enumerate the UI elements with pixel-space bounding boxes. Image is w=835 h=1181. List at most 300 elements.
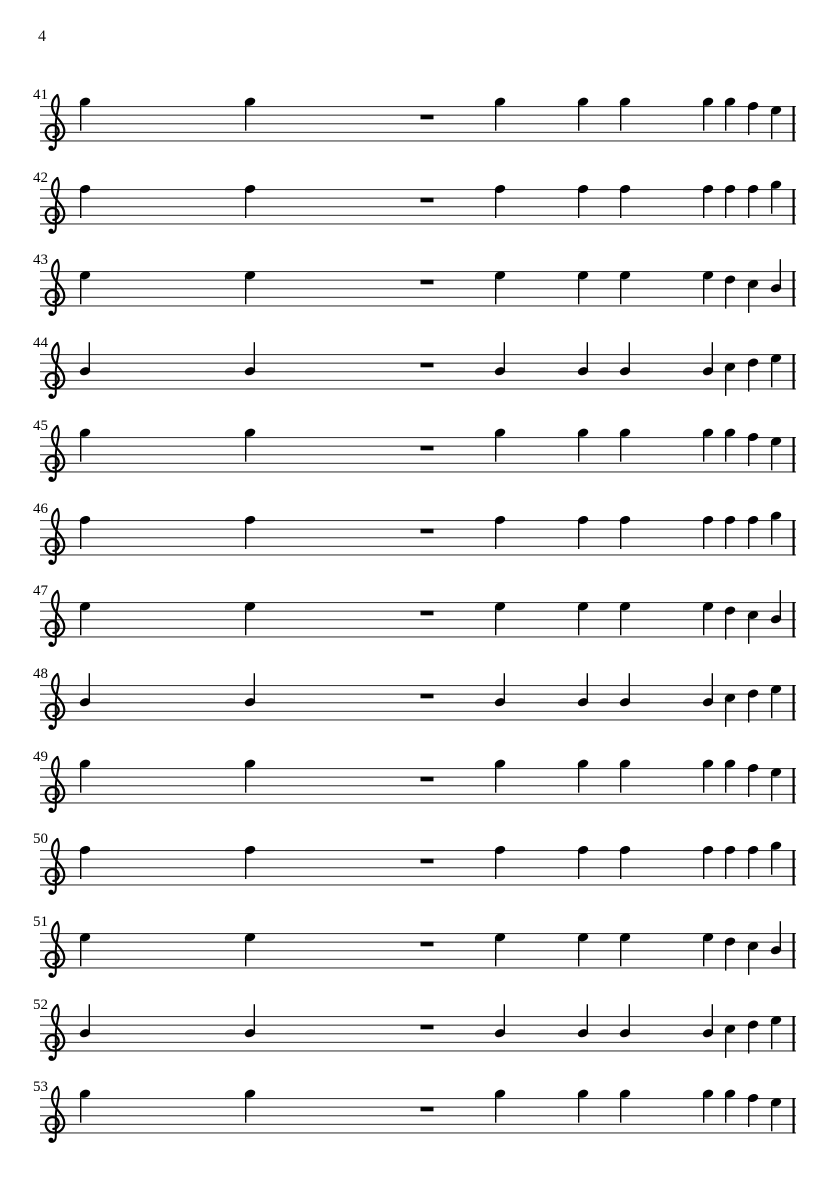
barline (793, 437, 795, 473)
note-stem (620, 277, 621, 305)
quarter-note (702, 96, 715, 130)
note-stem (703, 190, 704, 218)
measure-number: 42 (33, 169, 48, 186)
quarter-note (702, 514, 715, 548)
note-stem (504, 342, 505, 370)
quarter-note (724, 183, 737, 217)
quarter-note (770, 590, 783, 624)
measure-number: 43 (33, 252, 48, 269)
quarter-note (702, 270, 715, 304)
note-stem (771, 847, 772, 875)
quarter-note (747, 183, 760, 217)
quarter-note (747, 940, 760, 974)
quarter-note (494, 1004, 507, 1038)
note-stem (771, 1021, 772, 1049)
quarter-note (724, 1089, 737, 1123)
quarter-note (724, 605, 737, 639)
quarter-note (702, 342, 715, 376)
treble-clef-icon (46, 674, 65, 730)
note-stem (771, 359, 772, 387)
whole-rest (421, 115, 434, 120)
page-number: 4 (38, 28, 46, 45)
note-stem (748, 947, 749, 975)
treble-clef-icon (46, 591, 65, 647)
note-stem (245, 190, 246, 218)
note-stem (578, 607, 579, 635)
quarter-note (494, 514, 507, 548)
note-stem (780, 590, 781, 618)
note-stem (495, 190, 496, 218)
quarter-note (770, 841, 783, 875)
note-stem (703, 521, 704, 549)
note-stem (748, 851, 749, 879)
quarter-note (702, 673, 715, 707)
note-stem (725, 851, 726, 879)
quarter-note (770, 1097, 783, 1131)
note-stem (89, 673, 90, 701)
note-stem (578, 938, 579, 966)
whole-rest (421, 611, 434, 616)
staff-lines (40, 685, 796, 721)
note-stem (495, 607, 496, 635)
measure-number: 53 (33, 1079, 48, 1096)
staff-lines (40, 1098, 796, 1134)
note-stem (629, 673, 630, 701)
quarter-note (577, 932, 590, 966)
whole-rest (421, 280, 434, 285)
quarter-note (577, 758, 590, 792)
note-stem (495, 521, 496, 549)
note-stem (620, 851, 621, 879)
note-stem (80, 1095, 81, 1123)
note-stem (703, 607, 704, 635)
quarter-note (79, 673, 92, 707)
note-stem (703, 764, 704, 792)
measure-number: 52 (33, 996, 48, 1013)
whole-rest (421, 776, 434, 781)
note-stem (703, 1095, 704, 1123)
whole-rest (421, 197, 434, 202)
note-stem (748, 694, 749, 722)
barline (793, 1016, 795, 1052)
quarter-note (494, 96, 507, 130)
staff-system-53 (28, 1072, 808, 1156)
note-stem (495, 938, 496, 966)
note-stem (712, 342, 713, 370)
quarter-note (79, 845, 92, 879)
quarter-note (244, 1004, 257, 1038)
note-stem (89, 1004, 90, 1032)
measure-number: 50 (33, 831, 48, 848)
staff-lines (40, 602, 796, 638)
measure-number: 49 (33, 748, 48, 765)
measure-number: 48 (33, 665, 48, 682)
note-stem (712, 1004, 713, 1032)
quarter-note (79, 932, 92, 966)
quarter-note (619, 845, 632, 879)
quarter-note (747, 101, 760, 135)
treble-clef-icon (46, 509, 65, 565)
note-stem (80, 433, 81, 461)
note-stem (495, 433, 496, 461)
quarter-note (619, 601, 632, 635)
note-stem (620, 938, 621, 966)
staff-system-52 (28, 990, 808, 1074)
quarter-note (619, 96, 632, 130)
quarter-note (770, 510, 783, 544)
treble-clef-icon (46, 1087, 65, 1143)
note-stem (629, 1004, 630, 1032)
note-stem (771, 1104, 772, 1132)
note-stem (254, 673, 255, 701)
quarter-note (724, 758, 737, 792)
note-stem (725, 764, 726, 792)
treble-clef-icon (46, 839, 65, 895)
quarter-note (619, 758, 632, 792)
whole-rest (421, 528, 434, 533)
note-stem (245, 433, 246, 461)
quarter-note (577, 1089, 590, 1123)
note-stem (703, 277, 704, 305)
measure-number: 51 (33, 914, 48, 930)
quarter-note (494, 758, 507, 792)
note-stem (80, 190, 81, 218)
note-stem (771, 111, 772, 139)
quarter-note (702, 932, 715, 966)
quarter-note (244, 96, 257, 130)
staff-lines (40, 1016, 796, 1052)
note-stem (245, 938, 246, 966)
quarter-note (79, 514, 92, 548)
note-stem (725, 1095, 726, 1123)
quarter-note (494, 932, 507, 966)
quarter-note (244, 845, 257, 879)
quarter-note (79, 758, 92, 792)
note-stem (725, 103, 726, 131)
note-stem (620, 190, 621, 218)
note-stem (245, 851, 246, 879)
quarter-note (494, 601, 507, 635)
treble-clef-icon (46, 178, 65, 234)
treble-clef-icon (46, 426, 65, 482)
note-stem (620, 1095, 621, 1123)
note-stem (504, 1004, 505, 1032)
quarter-note (244, 758, 257, 792)
staff-system-44 (28, 328, 808, 412)
note-stem (748, 1025, 749, 1053)
note-stem (703, 433, 704, 461)
quarter-note (577, 183, 590, 217)
quarter-note (724, 692, 737, 726)
note-stem (578, 103, 579, 131)
note-stem (780, 260, 781, 288)
barline (793, 189, 795, 225)
whole-rest (421, 445, 434, 450)
note-stem (620, 607, 621, 635)
note-stem (245, 764, 246, 792)
quarter-note (494, 427, 507, 461)
quarter-note (494, 342, 507, 376)
note-stem (629, 342, 630, 370)
quarter-note (724, 96, 737, 130)
quarter-note (619, 673, 632, 707)
note-stem (771, 516, 772, 544)
note-stem (620, 103, 621, 131)
note-stem (245, 1095, 246, 1123)
note-stem (620, 433, 621, 461)
quarter-note (619, 270, 632, 304)
note-stem (578, 277, 579, 305)
quarter-note (577, 1004, 590, 1038)
note-stem (495, 103, 496, 131)
note-stem (80, 607, 81, 635)
quarter-note (577, 342, 590, 376)
quarter-note (79, 1004, 92, 1038)
barline (793, 106, 795, 142)
note-stem (578, 521, 579, 549)
note-stem (587, 1004, 588, 1032)
quarter-note (577, 601, 590, 635)
note-stem (725, 521, 726, 549)
quarter-note (724, 936, 737, 970)
note-stem (587, 342, 588, 370)
whole-rest (421, 1024, 434, 1029)
quarter-note (577, 427, 590, 461)
staff-system-45 (28, 411, 808, 495)
quarter-note (577, 514, 590, 548)
quarter-note (770, 105, 783, 139)
note-stem (578, 851, 579, 879)
note-stem (587, 673, 588, 701)
note-stem (748, 521, 749, 549)
note-stem (725, 1030, 726, 1058)
note-stem (748, 438, 749, 466)
note-stem (578, 764, 579, 792)
note-stem (771, 185, 772, 213)
note-stem (620, 521, 621, 549)
note-stem (80, 938, 81, 966)
quarter-note (577, 270, 590, 304)
quarter-note (494, 673, 507, 707)
measure-number: 47 (33, 583, 48, 600)
quarter-note (619, 932, 632, 966)
note-stem (495, 851, 496, 879)
quarter-note (244, 673, 257, 707)
treble-clef-icon (46, 343, 65, 399)
barline (793, 933, 795, 969)
quarter-note (619, 427, 632, 461)
measure-number: 46 (33, 500, 48, 517)
note-stem (80, 277, 81, 305)
quarter-note (244, 427, 257, 461)
note-stem (245, 103, 246, 131)
quarter-note (724, 845, 737, 879)
barline (793, 1098, 795, 1134)
staff-system-43 (28, 245, 808, 329)
note-stem (254, 1004, 255, 1032)
note-stem (504, 673, 505, 701)
quarter-note (747, 762, 760, 796)
barline (793, 354, 795, 390)
note-stem (725, 433, 726, 461)
note-stem (748, 190, 749, 218)
measure-number: 41 (33, 87, 48, 103)
barline (793, 271, 795, 307)
note-stem (80, 521, 81, 549)
staff-lines (40, 933, 796, 969)
note-stem (748, 285, 749, 313)
quarter-note (770, 353, 783, 387)
quarter-note (770, 1015, 783, 1049)
treble-clef-icon (46, 1005, 65, 1061)
staff-system-51 (28, 907, 808, 991)
note-stem (725, 943, 726, 971)
quarter-note (619, 183, 632, 217)
staff-system-49 (28, 742, 808, 826)
quarter-note (770, 260, 783, 294)
staff-lines (40, 850, 796, 886)
barline (793, 768, 795, 804)
quarter-note (702, 427, 715, 461)
whole-rest (421, 942, 434, 947)
barline (793, 602, 795, 638)
quarter-note (702, 845, 715, 879)
quarter-note (724, 275, 737, 309)
staff-system-46 (28, 494, 808, 578)
quarter-note (747, 845, 760, 879)
quarter-note (619, 1004, 632, 1038)
staff-system-50 (28, 824, 808, 908)
quarter-note (770, 921, 783, 955)
quarter-note (747, 279, 760, 313)
staff-lines (40, 189, 796, 225)
note-stem (725, 368, 726, 396)
quarter-note (577, 845, 590, 879)
barline (793, 850, 795, 886)
quarter-note (619, 342, 632, 376)
measure-number: 44 (33, 335, 48, 352)
note-stem (703, 103, 704, 131)
note-stem (725, 612, 726, 640)
quarter-note (79, 1089, 92, 1123)
note-stem (771, 773, 772, 801)
staff-lines (40, 106, 796, 142)
quarter-note (724, 514, 737, 548)
note-stem (80, 764, 81, 792)
quarter-note (494, 845, 507, 879)
whole-rest (421, 859, 434, 864)
quarter-note (770, 684, 783, 718)
note-stem (712, 673, 713, 701)
quarter-note (747, 514, 760, 548)
note-stem (245, 277, 246, 305)
quarter-note (747, 688, 760, 722)
quarter-note (702, 758, 715, 792)
note-stem (80, 103, 81, 131)
note-stem (703, 851, 704, 879)
quarter-note (747, 431, 760, 465)
note-stem (495, 1095, 496, 1123)
note-stem (578, 433, 579, 461)
whole-rest (421, 363, 434, 368)
staff-lines (40, 354, 796, 390)
quarter-note (494, 1089, 507, 1123)
quarter-note (79, 342, 92, 376)
note-stem (80, 851, 81, 879)
note-stem (254, 342, 255, 370)
note-stem (245, 607, 246, 635)
quarter-note (770, 766, 783, 800)
whole-rest (421, 693, 434, 698)
quarter-note (494, 183, 507, 217)
note-stem (748, 616, 749, 644)
note-stem (771, 442, 772, 470)
quarter-note (702, 601, 715, 635)
quarter-note (244, 601, 257, 635)
barline (793, 520, 795, 556)
quarter-note (747, 1093, 760, 1127)
quarter-note (244, 183, 257, 217)
quarter-note (724, 427, 737, 461)
note-stem (748, 769, 749, 797)
quarter-note (770, 436, 783, 470)
treble-clef-icon (46, 95, 65, 151)
note-stem (703, 938, 704, 966)
note-stem (245, 521, 246, 549)
staff-lines (40, 437, 796, 473)
staff-system-48 (28, 659, 808, 743)
note-stem (725, 190, 726, 218)
quarter-note (244, 1089, 257, 1123)
quarter-note (244, 270, 257, 304)
note-stem (620, 764, 621, 792)
quarter-note (747, 357, 760, 391)
note-stem (780, 921, 781, 949)
note-stem (578, 1095, 579, 1123)
note-stem (725, 699, 726, 727)
note-stem (89, 342, 90, 370)
staff-lines (40, 271, 796, 307)
quarter-note (244, 514, 257, 548)
staff-system-42 (28, 163, 808, 247)
quarter-note (79, 601, 92, 635)
barline (793, 685, 795, 721)
note-stem (771, 690, 772, 718)
quarter-note (702, 1004, 715, 1038)
note-stem (725, 281, 726, 309)
treble-clef-icon (46, 757, 65, 813)
quarter-note (244, 342, 257, 376)
staff-system-41 (28, 80, 808, 164)
quarter-note (619, 1089, 632, 1123)
treble-clef-icon (46, 922, 65, 978)
note-stem (495, 277, 496, 305)
staff-system-47 (28, 576, 808, 660)
treble-clef-icon (46, 260, 65, 316)
quarter-note (702, 1089, 715, 1123)
note-stem (748, 1099, 749, 1127)
whole-rest (421, 1107, 434, 1112)
quarter-note (577, 96, 590, 130)
measure-number: 45 (33, 417, 48, 434)
note-stem (578, 190, 579, 218)
quarter-note (747, 610, 760, 644)
quarter-note (79, 270, 92, 304)
staff-lines (40, 520, 796, 556)
note-stem (748, 364, 749, 392)
quarter-note (79, 96, 92, 130)
note-stem (748, 107, 749, 135)
